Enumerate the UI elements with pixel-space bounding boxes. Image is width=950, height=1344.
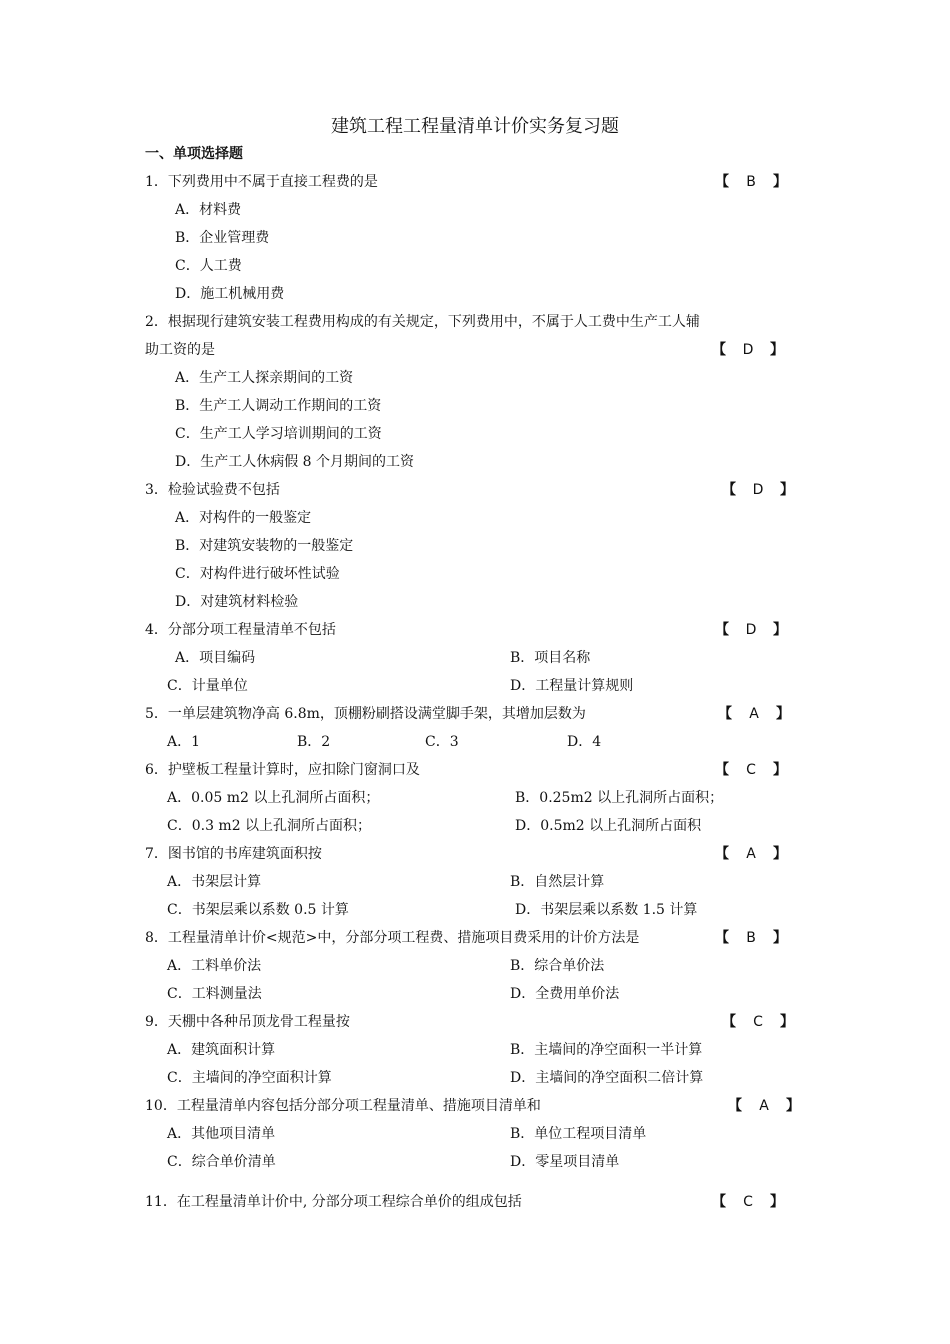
answer-option: D．施工机械用费 bbox=[175, 286, 285, 302]
question-stem: 1．下列费用中不属于直接工程费的是 bbox=[145, 174, 378, 190]
answer-letter: D bbox=[745, 622, 757, 638]
answer-key bbox=[712, 1192, 784, 1212]
answer-option: C．书架层乘以系数 0.5 计算 bbox=[167, 902, 349, 918]
question-stem: 4．分部分项工程量清单不包括 bbox=[145, 622, 336, 638]
answer-bracket-close: 】 bbox=[773, 174, 787, 190]
answer-option: C．3 bbox=[425, 734, 459, 750]
answer-key bbox=[715, 172, 787, 192]
answer-option: D．0.5m2 以上孔洞所占面积 bbox=[515, 818, 702, 834]
answer-option: B．0.25m2 以上孔洞所占面积； bbox=[515, 790, 724, 806]
answer-bracket-open: 【 bbox=[715, 174, 729, 190]
answer-option: C．生产工人学习培训期间的工资 bbox=[175, 426, 382, 442]
question-stem-continued: 助工资的是 bbox=[145, 342, 215, 358]
answer-key bbox=[712, 340, 784, 360]
answer-bracket-open: 【 bbox=[715, 846, 729, 862]
answer-option: A．1 bbox=[167, 734, 201, 750]
answer-bracket-close: 】 bbox=[786, 1098, 800, 1114]
answer-bracket-close: 】 bbox=[776, 706, 790, 722]
answer-bracket-close: 】 bbox=[773, 762, 787, 778]
answer-letter: A bbox=[749, 706, 759, 722]
answer-bracket-close: 】 bbox=[773, 846, 787, 862]
question-stem: 11．在工程量清单计价中, 分部分项工程综合单价的组成包括 bbox=[145, 1194, 522, 1210]
answer-bracket-close: 】 bbox=[773, 930, 787, 946]
answer-bracket-open: 【 bbox=[722, 482, 736, 498]
answer-option: C．工料测量法 bbox=[167, 986, 262, 1002]
answer-bracket-open: 【 bbox=[712, 1194, 726, 1210]
document-title: 建筑工程工程量清单计价实务复习题 bbox=[331, 116, 619, 137]
answer-option: D．对建筑材料检验 bbox=[175, 594, 299, 610]
answer-option: B．主墙间的净空面积一半计算 bbox=[510, 1042, 703, 1058]
answer-option: C．人工费 bbox=[175, 258, 242, 274]
answer-option: D．书架层乘以系数 1.5 计算 bbox=[515, 902, 698, 918]
answer-option: D．4 bbox=[567, 734, 602, 750]
answer-option: D．生产工人休病假 8 个月期间的工资 bbox=[175, 454, 415, 470]
answer-letter: D bbox=[742, 342, 754, 358]
answer-option: A．材料费 bbox=[175, 202, 242, 218]
answer-option: A．0.05 m2 以上孔洞所占面积； bbox=[167, 790, 380, 806]
answer-letter: A bbox=[759, 1098, 769, 1114]
answer-option: B．2 bbox=[297, 734, 331, 750]
answer-bracket-close: 】 bbox=[773, 622, 787, 638]
answer-bracket-open: 【 bbox=[715, 762, 729, 778]
answer-bracket-open: 【 bbox=[712, 342, 726, 358]
answer-option: B．项目名称 bbox=[510, 650, 591, 666]
answer-letter: A bbox=[746, 846, 756, 862]
question-stem: 8．工程量清单计价<规范>中，分部分项工程费、措施项目费采用的计价方法是 bbox=[145, 930, 640, 946]
answer-key bbox=[722, 480, 794, 500]
answer-option: D．工程量计算规则 bbox=[510, 678, 634, 694]
answer-bracket-open: 【 bbox=[715, 930, 729, 946]
answer-option: A．项目编码 bbox=[175, 650, 256, 666]
question-stem: 5．一单层建筑物净高 6.8m，顶棚粉刷搭设满堂脚手架，其增加层数为 bbox=[145, 706, 586, 722]
answer-option: C．0.3 m2 以上孔洞所占面积； bbox=[167, 818, 372, 834]
answer-option: A．书架层计算 bbox=[167, 874, 262, 890]
answer-bracket-open: 【 bbox=[722, 1014, 736, 1030]
answer-option: A．建筑面积计算 bbox=[167, 1042, 276, 1058]
answer-option: A．其他项目清单 bbox=[167, 1126, 276, 1142]
section-heading: 一、单项选择题 bbox=[145, 146, 243, 162]
answer-option: A．工料单价法 bbox=[167, 958, 262, 974]
answer-key bbox=[715, 620, 787, 640]
question-stem: 6．护壁板工程量计算时，应扣除门窗洞口及 bbox=[145, 762, 420, 778]
answer-option: D．零星项目清单 bbox=[510, 1154, 620, 1170]
question-stem: 3．检验试验费不包括 bbox=[145, 482, 280, 498]
answer-letter: C bbox=[743, 1194, 753, 1210]
answer-option: A．对构件的一般鉴定 bbox=[175, 510, 312, 526]
answer-letter: C bbox=[753, 1014, 763, 1030]
answer-option: C．对构件进行破坏性试验 bbox=[175, 566, 340, 582]
answer-option: D．主墙间的净空面积二倍计算 bbox=[510, 1070, 704, 1086]
answer-key bbox=[728, 1096, 800, 1116]
answer-key bbox=[722, 1012, 794, 1032]
answer-key bbox=[715, 928, 787, 948]
question-stem: 9．天棚中各种吊顶龙骨工程量按 bbox=[145, 1014, 350, 1030]
answer-option: B．单位工程项目清单 bbox=[510, 1126, 647, 1142]
answer-key bbox=[715, 760, 787, 780]
answer-letter: D bbox=[752, 482, 764, 498]
answer-bracket-open: 【 bbox=[728, 1098, 742, 1114]
question-stem: 10．工程量清单内容包括分部分项工程量清单、措施项目清单和 bbox=[145, 1098, 541, 1114]
answer-option: B．生产工人调动工作期间的工资 bbox=[175, 398, 382, 414]
answer-option: C．计量单位 bbox=[167, 678, 248, 694]
answer-option: B．企业管理费 bbox=[175, 230, 270, 246]
answer-option: B．自然层计算 bbox=[510, 874, 605, 890]
answer-letter: B bbox=[746, 174, 756, 190]
answer-option: B．综合单价法 bbox=[510, 958, 605, 974]
answer-bracket-close: 】 bbox=[780, 482, 794, 498]
answer-bracket-close: 】 bbox=[780, 1014, 794, 1030]
answer-key bbox=[718, 704, 790, 724]
answer-option: C．主墙间的净空面积计算 bbox=[167, 1070, 332, 1086]
answer-option: C．综合单价清单 bbox=[167, 1154, 276, 1170]
question-stem: 2．根据现行建筑安装工程费用构成的有关规定，下列费用中，不属于人工费中生产工人辅 bbox=[145, 314, 700, 330]
answer-bracket-open: 【 bbox=[715, 622, 729, 638]
question-stem: 7．图书馆的书库建筑面积按 bbox=[145, 846, 322, 862]
answer-option: A．生产工人探亲期间的工资 bbox=[175, 370, 354, 386]
answer-key bbox=[715, 844, 787, 864]
answer-bracket-open: 【 bbox=[718, 706, 732, 722]
answer-letter: C bbox=[746, 762, 756, 778]
answer-letter: B bbox=[746, 930, 756, 946]
answer-bracket-close: 】 bbox=[770, 342, 784, 358]
answer-bracket-close: 】 bbox=[770, 1194, 784, 1210]
answer-option: B．对建筑安装物的一般鉴定 bbox=[175, 538, 354, 554]
answer-option: D．全费用单价法 bbox=[510, 986, 620, 1002]
